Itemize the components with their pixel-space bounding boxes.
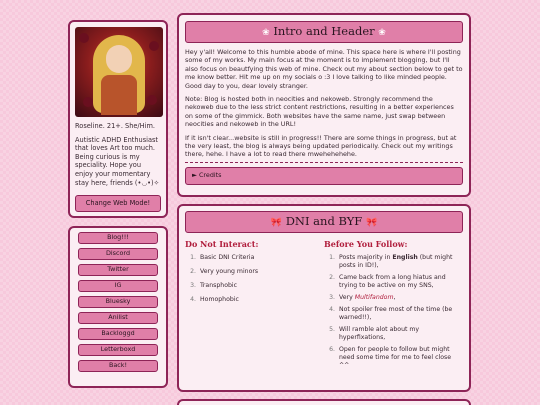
link-letterboxd-button[interactable]: Letterboxd xyxy=(78,344,158,356)
profile-name-line: Roseline. 21+. She/Him. xyxy=(75,122,155,130)
link-discord-button[interactable]: Discord xyxy=(78,248,158,260)
intro-title: Intro and Header xyxy=(273,24,375,38)
list-item: 3. Transphobic xyxy=(198,282,324,290)
list-item: 4. Homophobic xyxy=(198,296,324,304)
list-item: 3. Very Multifandom, xyxy=(337,294,463,302)
dni-title-bar xyxy=(185,211,463,233)
dni-title: DNI and BYF xyxy=(285,214,363,228)
change-web-mode-button[interactable]: Change Web Mode! xyxy=(75,195,161,212)
intro-paragraph-progress: If it isn't clear...website is still in progress!! There are some things in progress, but at the very least, the blog is always being updated periodically. Check out my writings there, hehe. I have a lot to read there mwehehehehe. xyxy=(185,133,457,159)
link-twitter-button[interactable]: Twitter xyxy=(78,264,158,276)
link-bluesky-button[interactable]: Bluesky xyxy=(78,296,158,308)
list-item: 4. Not spoiler free most of the time (be warned!!), xyxy=(337,306,463,322)
link-backloggd-button[interactable]: Backloggd xyxy=(78,328,158,340)
list-item: 2. Came back from a long hiatus and trying to be active on my SNS, xyxy=(337,274,463,290)
profile-bio: Autistic ADHD Enthusiast that loves Art too much. Being curious is my speciality. Hope you enjoy your momentary stay here, friends (•◡•)✧ xyxy=(75,135,160,187)
byf-heading: Before You Follow: xyxy=(324,239,408,249)
intro-paragraph-welcome: Hey y'all! Welcome to this humble abode of mine. This space here is where I'll posting some of my works. My main focus at the moment is to implement blogging, but I'll also focus on beautfying this web of mine. Check out my about section below to get to me know better. Hit me up on my socials o :3 I love talking to like minded people. Good day to you, dear lovely stranger. xyxy=(185,48,463,90)
intro-paragraph-note: Note: Blog is hosted both in neocities and nekoweb. Strongly recommend the nekoweb due to the less strict content restrictions, resulting in a better experiences on some of the gimmick. Both websites have the same name, just swap between neocities and nekoweb in the URL! xyxy=(185,95,454,129)
profile-card xyxy=(68,20,168,218)
list-item: 2. Very young minors xyxy=(198,268,324,276)
flower-icon: ❀ xyxy=(378,28,386,38)
link-blog-button[interactable]: Blog!!! xyxy=(78,232,158,244)
dni-byf-panel xyxy=(177,204,471,392)
next-section-panel xyxy=(177,399,471,405)
list-item: 1. Basic DNI Criteria xyxy=(198,254,324,262)
intro-panel xyxy=(177,13,471,197)
flower-icon: ❀ xyxy=(262,28,270,38)
ribbon-icon: 🎀 xyxy=(365,218,378,228)
avatar xyxy=(75,27,163,117)
dni-column xyxy=(185,239,324,374)
links-panel xyxy=(68,226,168,388)
list-item: 5. Will ramble alot about my hyperfixations, xyxy=(337,326,463,342)
divider xyxy=(185,162,463,163)
intro-title-bar xyxy=(185,21,463,43)
list-item: 1. Posts majority in English (but might posts in ID!), xyxy=(337,254,463,270)
list-item: 6. Open for people to follow but might need some time for me to feel close ^^ xyxy=(337,346,463,370)
link-ig-button[interactable]: IG xyxy=(78,280,158,292)
credits-toggle[interactable]: ► Credits xyxy=(185,167,463,185)
back-button[interactable]: Back! xyxy=(78,360,158,372)
byf-column xyxy=(324,239,463,374)
dni-heading: Do Not Interact: xyxy=(185,239,259,249)
link-anilist-button[interactable]: Anilist xyxy=(78,312,158,324)
ribbon-icon: 🎀 xyxy=(270,218,283,228)
